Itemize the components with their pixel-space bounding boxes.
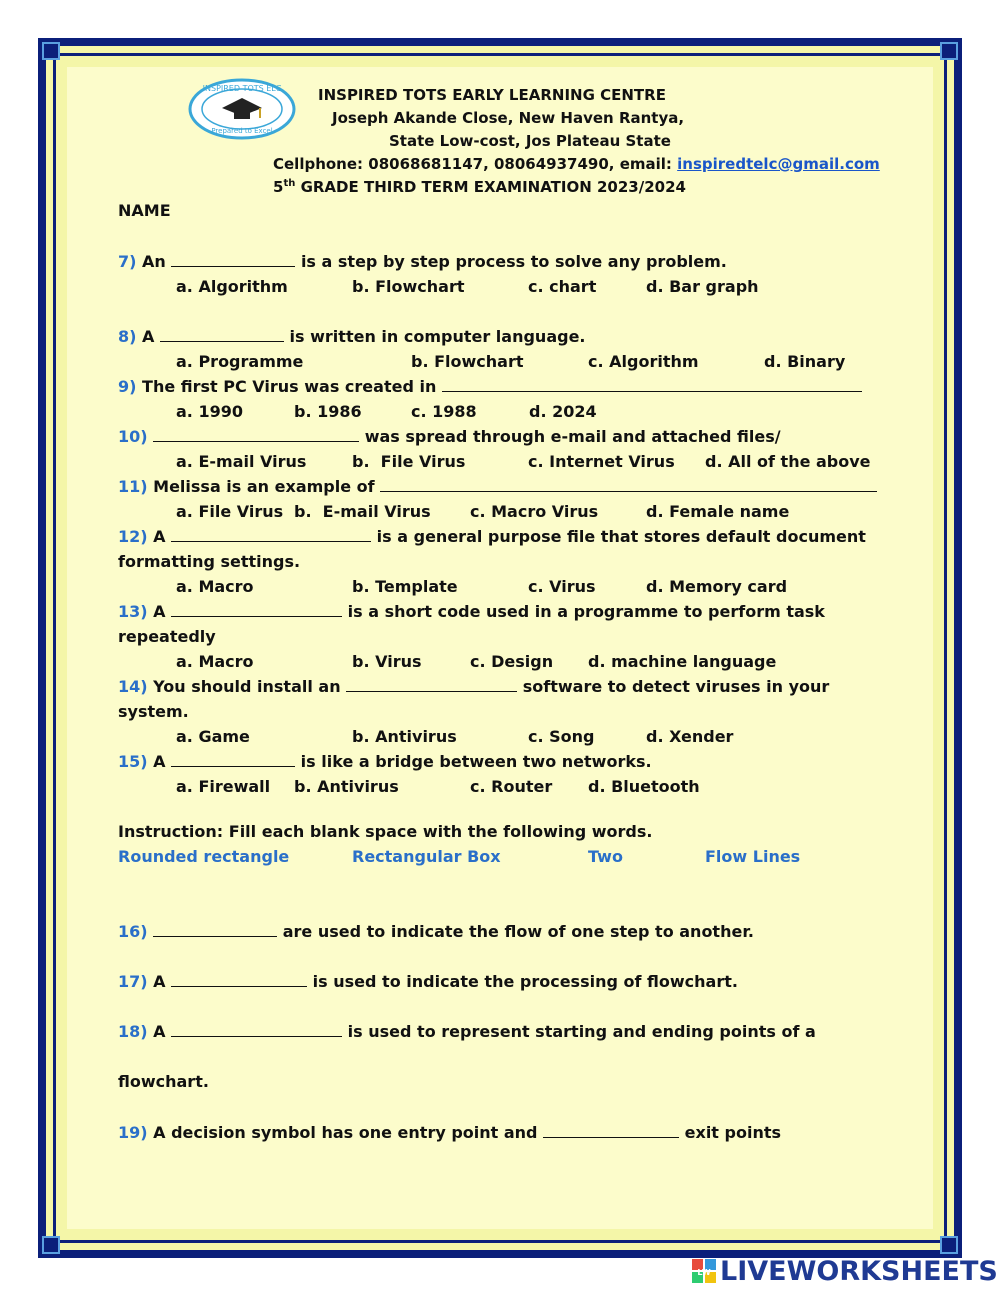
option: a. Game [176, 727, 250, 746]
option: b. Template [352, 577, 458, 596]
school-logo-icon [188, 78, 296, 140]
option: c. Router [470, 777, 553, 796]
answer-blank[interactable] [171, 602, 342, 617]
contact-line: Cellphone: 08068681147, 08064937490, email: inspiredtelc@gmail.com [273, 155, 880, 173]
option: c. Design [470, 652, 554, 671]
option: a. Programme [176, 352, 304, 371]
answer-blank[interactable] [171, 752, 295, 767]
answer-blank[interactable] [543, 1123, 679, 1138]
answer-blank[interactable] [171, 972, 307, 987]
question-14-continued: system. [118, 702, 189, 721]
option: d. All of the above [705, 452, 871, 471]
question-11: 11) Melissa is an example of [118, 477, 877, 497]
option: c. Algorithm [588, 352, 699, 371]
question-10: 10) was spread through e-mail and attached files/ [118, 427, 781, 446]
question-13: 13) A is a short code used in a programme to perform task [118, 602, 825, 621]
option: b. Flowchart [352, 277, 465, 296]
option: c. Song [528, 727, 595, 746]
school-name: INSPIRED TOTS EARLY LEARNING CENTRE [318, 86, 666, 104]
brand-name: LIVEWORKSHEETS [720, 1255, 998, 1287]
option: c. chart [528, 277, 597, 296]
option: c. Internet Virus [528, 452, 675, 471]
question-7: 7) An is a step by step process to solve any problem. [118, 252, 727, 271]
question-8: 8) A is written in computer language. [118, 327, 586, 346]
address-line-2: State Low-cost, Jos Plateau State [389, 132, 671, 150]
worksheet-page [67, 67, 933, 1229]
option: a. Macro [176, 652, 254, 671]
svg-text:Prepared to Excel: Prepared to Excel [211, 127, 273, 135]
option: c. Macro Virus [470, 502, 599, 521]
corner-ornament [940, 42, 958, 60]
question-12-continued: formatting settings. [118, 552, 301, 571]
question-18-continued: flowchart. [118, 1072, 209, 1091]
option: a. File Virus [176, 502, 284, 521]
question-13-continued: repeatedly [118, 627, 216, 646]
corner-ornament [42, 1236, 60, 1254]
address-line-1: Joseph Akande Close, New Haven Rantya, [332, 109, 685, 127]
svg-text:LW: LW [697, 1268, 711, 1277]
option: d. Female name [646, 502, 790, 521]
option: b. File Virus [352, 452, 466, 471]
answer-blank[interactable] [153, 922, 277, 937]
question-19: 19) A decision symbol has one entry point and exit points [118, 1123, 782, 1142]
word-bank-item: Rectangular Box [352, 847, 501, 866]
option: d. Memory card [646, 577, 788, 596]
option: d. 2024 [529, 402, 597, 421]
word-bank-item: Flow Lines [705, 847, 801, 866]
word-bank-item: Rounded rectangle [118, 847, 290, 866]
answer-blank[interactable] [171, 527, 371, 542]
option: d. machine language [588, 652, 777, 671]
answer-blank[interactable] [346, 677, 517, 692]
option: a. 1990 [176, 402, 243, 421]
question-15: 15) A is like a bridge between two networks. [118, 752, 652, 771]
word-bank-item: Two [588, 847, 623, 866]
question-12: 12) A is a general purpose file that stores default document [118, 527, 866, 546]
option: c. Virus [528, 577, 596, 596]
option: d. Binary [764, 352, 846, 371]
option: a. Algorithm [176, 277, 288, 296]
option: b. Virus [352, 652, 422, 671]
answer-blank[interactable] [153, 427, 359, 442]
option: b. 1986 [294, 402, 362, 421]
option: a. Firewall [176, 777, 271, 796]
answer-blank[interactable] [171, 252, 295, 267]
instruction-text: Instruction: Fill each blank space with the following words. [118, 822, 653, 841]
option: d. Xender [646, 727, 734, 746]
question-16: 16) are used to indicate the flow of one step to another. [118, 922, 755, 941]
liveworksheets-icon [692, 1259, 716, 1283]
name-label: NAME [118, 201, 171, 220]
exam-title: 5th GRADE THIRD TERM EXAMINATION 2023/2024 [273, 178, 686, 196]
option: d. Bar graph [646, 277, 759, 296]
corner-ornament [42, 42, 60, 60]
answer-blank[interactable] [380, 477, 877, 492]
option: b. Antivirus [294, 777, 399, 796]
answer-blank[interactable] [171, 1022, 342, 1037]
answer-blank[interactable] [160, 327, 284, 342]
svg-text:INSPIRED TOTS ELC: INSPIRED TOTS ELC [202, 84, 282, 93]
question-14: 14) You should install an software to detect viruses in your [118, 677, 830, 696]
option: a. E-mail Virus [176, 452, 307, 471]
answer-blank[interactable] [442, 377, 862, 392]
question-9: 9) The first PC Virus was created in [118, 377, 862, 397]
option: b. Antivirus [352, 727, 457, 746]
corner-ornament [940, 1236, 958, 1254]
liveworksheets-logo [692, 1256, 998, 1286]
option: d. Bluetooth [588, 777, 700, 796]
option: b. E-mail Virus [294, 502, 431, 521]
option: b. Flowchart [411, 352, 524, 371]
email-link[interactable]: inspiredtelc@gmail.com [677, 155, 880, 173]
option: a. Macro [176, 577, 254, 596]
question-17: 17) A is used to indicate the processing of flowchart. [118, 972, 738, 991]
option: c. 1988 [411, 402, 477, 421]
question-18: 18) A is used to represent starting and ending points of a [118, 1022, 816, 1041]
